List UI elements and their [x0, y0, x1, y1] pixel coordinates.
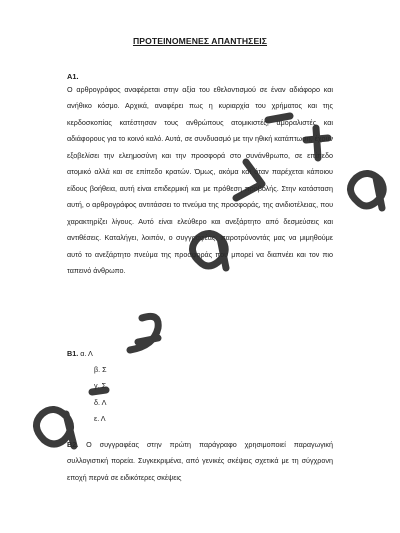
section-b1	[67, 346, 107, 427]
section-b1-label: Β1	[67, 349, 77, 358]
watermark-letter-f	[130, 316, 158, 350]
section-a1-heading: Α1.	[67, 72, 79, 81]
section-a1-label: Α1	[67, 72, 77, 81]
b1-answer-e: ε. Λ	[94, 413, 106, 423]
section-a1-paragraph: Ο αρθρογράφος αναφέρεται στην αξία του εθελοντισμού σε έναν αδιάφορο και ανήθικο κόσμο. Αρχικά, αναφέρει πως η κυριαρχία του χρήματος και της κερδοσκοπίας κατέστησαν τους ανθρώπους ατομικιστές, αμοραλιστές και αδιάφορους για το κοινό καλό. Αυτά, σε συνδυασμό με την ηθική κατάπτωση, έχουν εξοβελίσει την ελεημοσύνη και την προσφορά στο συνάνθρωπο, σε επίπεδο ατομικό αλλά και σε επίπεδο κρατών. Όμως, ακόμα και όταν παρέχεται κάποιου είδους βοήθεια, αυτή είναι επιδερμική και με πρόθεση προβολής. Στην κατάσταση αυτή, ο αρθρογράφος αντιτάσσει το πνεύμα της προσφοράς, της ανιδιοτέλειας, που χαρακτηρίζει λίγους. Αυτό είναι ελεύθερο και ανεξάρτητο από δεσμεύσεις και αντιθέσεις. Καταλήγει, λοιπόν, ο συγγραφέας, παροτρύνοντάς μας να μιμηθούμε αυτό το ανεξάρτητο πνεύμα της προσφοράς που μπορεί να διαπνέει και τον πιο ταπεινό άνθρωπο.	[67, 85, 333, 275]
b1-answer-a: α. Λ	[80, 349, 93, 358]
section-b2-paragraph: Β2. Ο συγγραφέας στην πρώτη παράγραφο χρησιμοποιεί παραγωγική συλλογιστική πορεία. Συγκεκριμένα, από γενικές σκέψεις σχετικά με τη σύγχρονη εποχή περνά σε ειδικότερες σκέψεις	[67, 440, 334, 482]
b1-first-line: Β1. α. Λ	[67, 349, 93, 358]
b1-answer-d: δ. Λ	[94, 397, 107, 407]
section-b2-text: Ο συγγραφέας στην πρώτη παράγραφο χρησιμοποιεί παραγωγική συλλογιστική πορεία. Συγκεκριμένα, από γενικές σκέψεις σχετικά με τη σύγχρονη εποχή περνά σε ειδικότερες σκέψεις	[67, 440, 334, 482]
b1-answer-c: γ. Σ	[94, 381, 107, 391]
page-title: ΠΡΟΤΕΙΝΟΜΕΝΕΣ ΑΠΑΝΤΗΣΕΙΣ	[132, 36, 268, 46]
section-b2-label: Β2	[67, 440, 77, 449]
b1-answer-b: β. Σ	[94, 365, 107, 375]
watermark-letter-a3	[350, 173, 383, 208]
